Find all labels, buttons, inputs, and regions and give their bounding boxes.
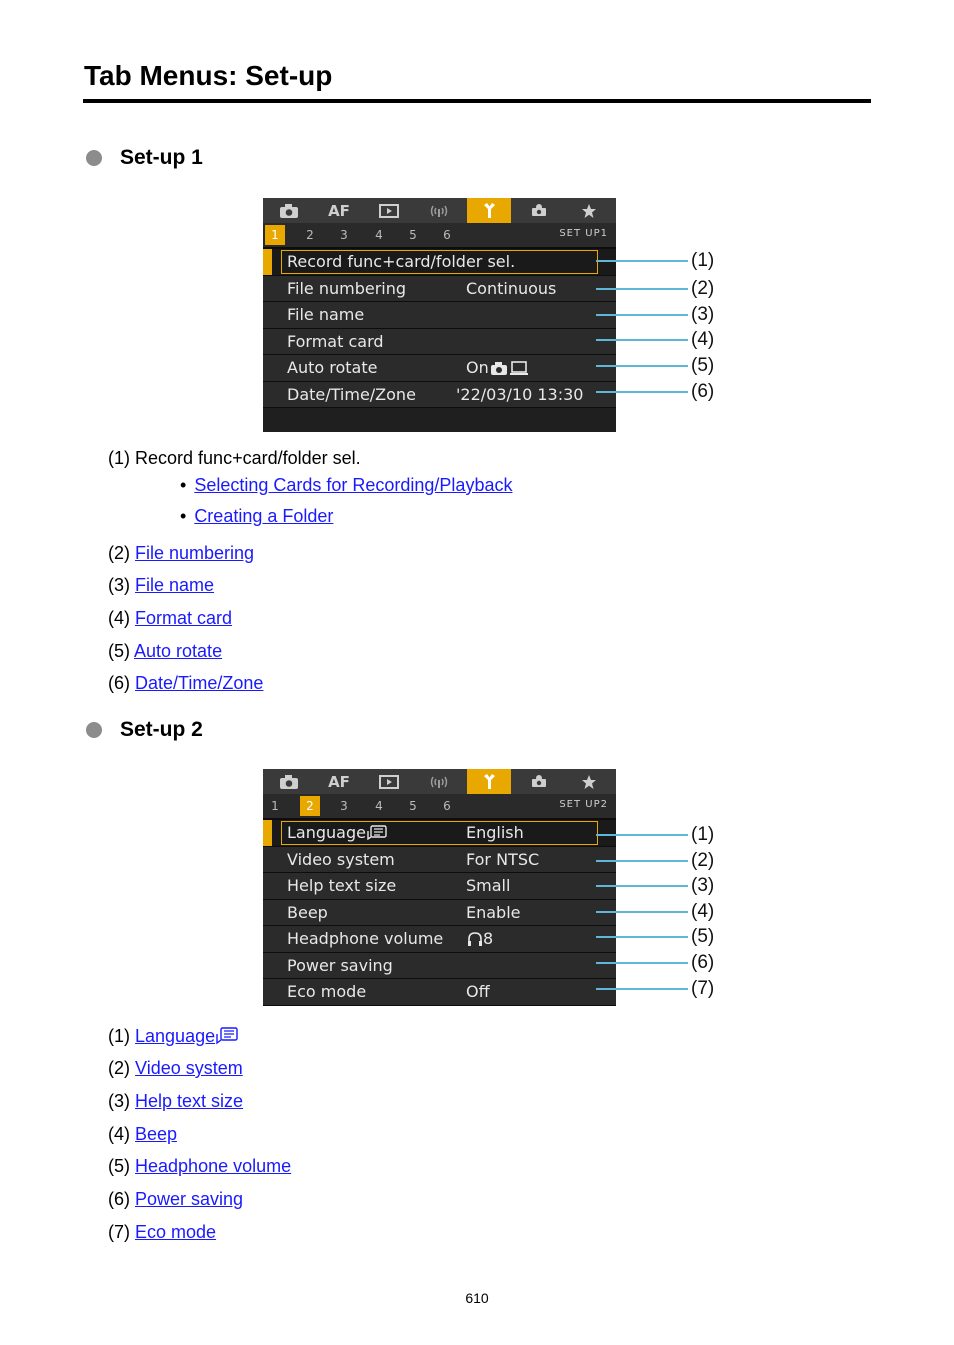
link-file-name[interactable]: File name — [135, 575, 215, 595]
link-format-card[interactable]: Format card — [135, 608, 233, 628]
menu-row-label: Language — [287, 823, 387, 842]
page-number: 610 — [465, 1290, 489, 1306]
menu-row-label: Headphone volume — [287, 929, 444, 948]
list-item: (7) Eco mode — [108, 1222, 217, 1242]
section-heading-setup-2 — [86, 718, 203, 742]
link-selecting-cards[interactable]: Selecting Cards for Recording/Playback — [194, 475, 513, 495]
list-item: (5) Auto rotate — [108, 641, 223, 661]
callout: (4) — [596, 901, 714, 923]
link-creating-folder[interactable]: Creating a Folder — [194, 506, 334, 526]
language-icon — [367, 825, 387, 841]
menu-screenshot-setup-1 — [263, 198, 616, 432]
menu-page-code: SET UP1 — [559, 228, 608, 239]
menu-page-code: SET UP2 — [559, 799, 608, 810]
menu-row-value: English — [466, 823, 524, 842]
menu-row-value: For NTSC — [466, 849, 540, 869]
list-item: (2) Video system — [108, 1058, 243, 1078]
custom-icon — [517, 198, 561, 223]
menu-row-value: Enable — [466, 902, 521, 922]
menu-row-label: Eco mode — [287, 982, 367, 1001]
callout: (4) — [596, 329, 714, 351]
list-item: (3) Help text size — [108, 1091, 244, 1111]
link-language[interactable]: Language — [135, 1026, 238, 1046]
title-rule — [83, 99, 871, 103]
subtab-2: 2 — [306, 228, 314, 242]
subtab-1: 1 — [265, 225, 285, 245]
callout: (2) — [596, 278, 714, 300]
menu-row-label: File numbering — [287, 278, 407, 298]
subtab-5: 5 — [409, 228, 417, 242]
menu-subtab-bar — [263, 223, 616, 249]
menu-subtab-bar — [263, 794, 616, 820]
bullet-dot-icon — [86, 722, 102, 738]
wireless-icon — [417, 198, 461, 223]
camera-icon — [267, 198, 311, 223]
callout: (5) — [596, 355, 714, 377]
subtab-5: 5 — [409, 799, 417, 813]
menu-row-date-time-zone — [263, 382, 616, 409]
menu-row-label: Auto rotate — [287, 358, 378, 377]
menu-row-label: Beep — [287, 902, 328, 922]
tab-af: AF — [328, 201, 350, 220]
menu-row-value: Off — [466, 982, 490, 1001]
list-item: (6) Power saving — [108, 1189, 244, 1209]
menu-row-label: Format card — [287, 331, 384, 351]
link-eco-mode[interactable]: Eco mode — [135, 1222, 217, 1242]
play-icon — [367, 198, 411, 223]
camera-icon — [267, 769, 311, 794]
menu-row-value: '22/03/10 13:30 — [456, 384, 584, 404]
subtab-4: 4 — [375, 799, 383, 813]
menu-row-eco-mode — [263, 979, 616, 1006]
computer-icon — [509, 361, 529, 376]
menu-row-headphone-volume — [263, 926, 616, 953]
link-beep[interactable]: Beep — [135, 1124, 178, 1144]
menu-row-label: Date/Time/Zone — [287, 384, 416, 404]
wrench-icon — [467, 198, 511, 223]
list-subitem: • Creating a Folder — [180, 506, 334, 526]
wireless-icon — [417, 769, 461, 794]
tab-af: AF — [328, 772, 350, 791]
menu-row-file-name — [263, 302, 616, 329]
bullet-dot-icon — [86, 150, 102, 166]
menu-row-value — [466, 929, 493, 948]
menu-row-label: Record func+card/folder sel. — [287, 252, 516, 271]
wrench-icon — [467, 769, 511, 794]
menu-row-file-numbering — [263, 276, 616, 303]
menu-row-beep — [263, 900, 616, 927]
page-title: Tab Menus: Set-up — [84, 60, 333, 91]
menu-row-label: Power saving — [287, 955, 393, 975]
menu-row-format-card — [263, 329, 616, 356]
list-item: (1) Record func+card/folder sel. — [108, 448, 361, 468]
callout: (2) — [596, 850, 714, 872]
subtab-4: 4 — [375, 228, 383, 242]
menu-row-label: File name — [287, 305, 365, 324]
menu-row-record-func — [263, 249, 616, 276]
callout: (3) — [596, 304, 714, 326]
menu-row-video-system — [263, 847, 616, 874]
link-headphone-volume[interactable]: Headphone volume — [135, 1156, 292, 1176]
custom-icon — [517, 769, 561, 794]
auto-rotate-value: On — [466, 358, 489, 377]
menu-row-label: Video system — [287, 849, 395, 869]
headphone-icon — [467, 931, 483, 947]
language-icon — [216, 1027, 238, 1045]
menu-row-language — [263, 820, 616, 847]
section-heading-text: Set-up 1 — [120, 146, 203, 169]
link-help-text-size[interactable]: Help text size — [135, 1091, 244, 1111]
list-item: (6) Date/Time/Zone — [108, 673, 264, 693]
menu-row-label: Help text size — [287, 876, 397, 895]
list-item: (4) Format card — [108, 608, 233, 628]
callout: (1) — [596, 250, 714, 272]
subtab-6: 6 — [443, 228, 451, 242]
camera-icon — [490, 361, 508, 376]
section-heading-setup-1 — [86, 146, 203, 170]
headphone-volume-value: 8 — [483, 929, 494, 948]
section-heading-text: Set-up 2 — [120, 718, 203, 741]
list-item: (3) File name — [108, 575, 215, 595]
callout: (3) — [596, 875, 714, 897]
list-item: (4) Beep — [108, 1124, 178, 1144]
subtab-3: 3 — [340, 228, 348, 242]
callout: (5) — [596, 926, 714, 948]
link-auto-rotate[interactable]: Auto rotate — [134, 641, 223, 661]
list-item: (1) Language — [108, 1026, 238, 1047]
menu-row-value: Continuous — [466, 278, 557, 298]
subtab-2: 2 — [300, 796, 320, 816]
callout: (1) — [596, 824, 714, 846]
list-item: (2) File numbering — [108, 543, 255, 563]
menu-tab-bar — [263, 769, 616, 794]
subtab-3: 3 — [340, 799, 348, 813]
callout: (7) — [596, 978, 714, 1000]
menu-row-value: Small — [466, 876, 511, 895]
star-icon — [567, 198, 611, 223]
menu-row-auto-rotate — [263, 355, 616, 382]
menu-row-help-text-size — [263, 873, 616, 900]
list-item: (5) Headphone volume — [108, 1156, 292, 1176]
menu-row-power-saving — [263, 953, 616, 980]
link-date-time-zone[interactable]: Date/Time/Zone — [135, 673, 264, 693]
play-icon — [367, 769, 411, 794]
list-subitem: • Selecting Cards for Recording/Playback — [180, 475, 513, 495]
menu-screenshot-setup-2 — [263, 769, 616, 1004]
link-video-system[interactable]: Video system — [135, 1058, 243, 1078]
subtab-6: 6 — [443, 799, 451, 813]
menu-tab-bar — [263, 198, 616, 223]
link-file-numbering[interactable]: File numbering — [135, 543, 255, 563]
menu-row-value — [466, 358, 529, 377]
link-power-saving[interactable]: Power saving — [135, 1189, 244, 1209]
callout: (6) — [596, 952, 714, 974]
star-icon — [567, 769, 611, 794]
callout: (6) — [596, 381, 714, 403]
subtab-1: 1 — [271, 799, 279, 813]
